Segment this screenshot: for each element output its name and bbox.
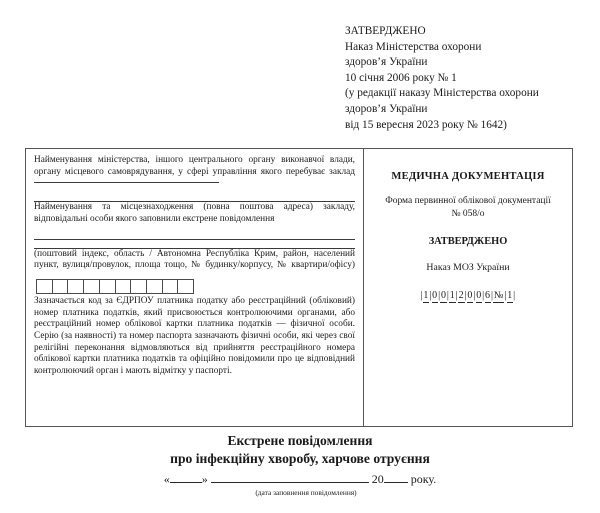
form-header-table	[25, 148, 573, 427]
approval-line-3: здоров’я України	[345, 56, 428, 69]
approval-line-6: здоров’я України	[345, 102, 428, 115]
approval-line-4: 10 січня 2006 року № 1	[345, 71, 457, 84]
order-code-digit: 0	[467, 290, 473, 301]
field-ministry-text: Найменування міністерства, іншого центрального органу виконавчої влади, органу місцевого самоврядування, у сфері управління якого перебуває заклад	[34, 155, 355, 177]
order-code-digit: 6	[485, 290, 491, 301]
field-address-hint: (поштовий індекс, область / Автономна Республіка Крим, район, населений пункт, вулиця/провулок, площа тощо, № будинку/корпусу, № квартири/офісу)	[34, 248, 355, 271]
edrpou-code-cell[interactable]	[130, 279, 146, 294]
approval-block	[345, 24, 595, 133]
order-code-digit: 0	[476, 290, 482, 301]
approval-line-7: від 15 вересня 2023 року № 1642)	[345, 118, 507, 131]
edrpou-code-cell[interactable]	[162, 279, 178, 294]
order-code-digit: 0	[440, 290, 447, 301]
order-code-digit: 1	[507, 290, 513, 301]
edrpou-code-cell[interactable]	[115, 279, 131, 294]
edrpou-code-cell[interactable]	[83, 279, 99, 294]
edrpou-code-note: Зазначається код за ЄДРПОУ платника податку або реєстраційний (обліковий) номер платника податків, який присвоюється контролюючими органами, або реєстраційний номер облікової картки платника податків — фізичної особи. Серію (за наявності) та номер паспорта зазначають фізичні особи, які через свої релігійні переконання відмовляються від прийняття реєстраційного номера облікової картки платника податків та офіційно повідомили про це відповідний контролюючий орган і мають відмітку у паспорті.	[34, 295, 355, 377]
form-designation-line-1: Форма первинної облікової документації	[385, 196, 551, 206]
order-code-digit: 1	[423, 290, 429, 301]
field-institution-label: Найменування та місцезнаходження (повна поштова адреса) закладу, відповідальні особи якого заповнили екстрене повідомлення	[34, 202, 355, 224]
approved-heading: ЗАТВЕРДЖЕНО	[428, 236, 508, 247]
approval-line-1: ЗАТВЕРДЖЕНО	[345, 25, 426, 37]
order-code-number-sign: №	[493, 290, 504, 301]
form-designation	[370, 195, 566, 220]
edrpou-code-grid[interactable]	[36, 279, 194, 294]
quote-open: «	[163, 472, 170, 486]
order-code-digit: 0	[432, 290, 438, 301]
field-address-input-line-2[interactable]	[34, 240, 355, 249]
edrpou-code-cell[interactable]	[99, 279, 115, 294]
approval-line-5: (у редакції наказу Міністерства охорони	[345, 87, 539, 100]
year-suffix: року.	[410, 472, 437, 486]
date-caption-text: (дата заповнення повідомлення)	[255, 488, 357, 497]
field-ministry-label	[34, 155, 355, 190]
document-title	[0, 432, 600, 468]
edrpou-code-cell[interactable]	[146, 279, 162, 294]
document-title-line-2: про інфекційну хворобу, харчове отруєння	[170, 451, 430, 466]
year-input-line[interactable]	[384, 482, 408, 483]
approval-line-2: Наказ Міністерства охорони	[345, 40, 482, 53]
form-left-column	[26, 149, 364, 426]
date-caption	[0, 488, 600, 497]
edrpou-code-cell[interactable]	[67, 279, 83, 294]
document-title-line-1: Екстрене повідомлення	[227, 433, 373, 448]
edrpou-code-cell[interactable]	[177, 279, 194, 294]
form-designation-line-2: № 058/о	[451, 208, 485, 219]
year-prefix: 20	[371, 472, 384, 486]
order-code-row: |1|0|0|1|2|0|0|6|№|1|	[420, 290, 516, 301]
order-code-digit: 1	[449, 290, 456, 301]
month-input-line[interactable]	[211, 482, 369, 483]
field-ministry-input-line[interactable]	[34, 182, 219, 183]
order-moz-label: Наказ МОЗ України	[426, 262, 510, 273]
field-institution-input-line[interactable]	[34, 193, 355, 202]
edrpou-code-cell[interactable]	[52, 279, 68, 294]
date-row	[0, 472, 600, 487]
field-address-input-line-1[interactable]	[34, 231, 355, 240]
day-input-line[interactable]	[170, 482, 202, 483]
edrpou-code-cell[interactable]	[36, 279, 52, 294]
quote-close: »	[201, 472, 208, 486]
form-right-column	[364, 149, 572, 426]
medical-documentation-title: МЕДИЧНА ДОКУМЕНТАЦІЯ	[391, 171, 545, 182]
order-code-digit: 2	[458, 290, 465, 301]
